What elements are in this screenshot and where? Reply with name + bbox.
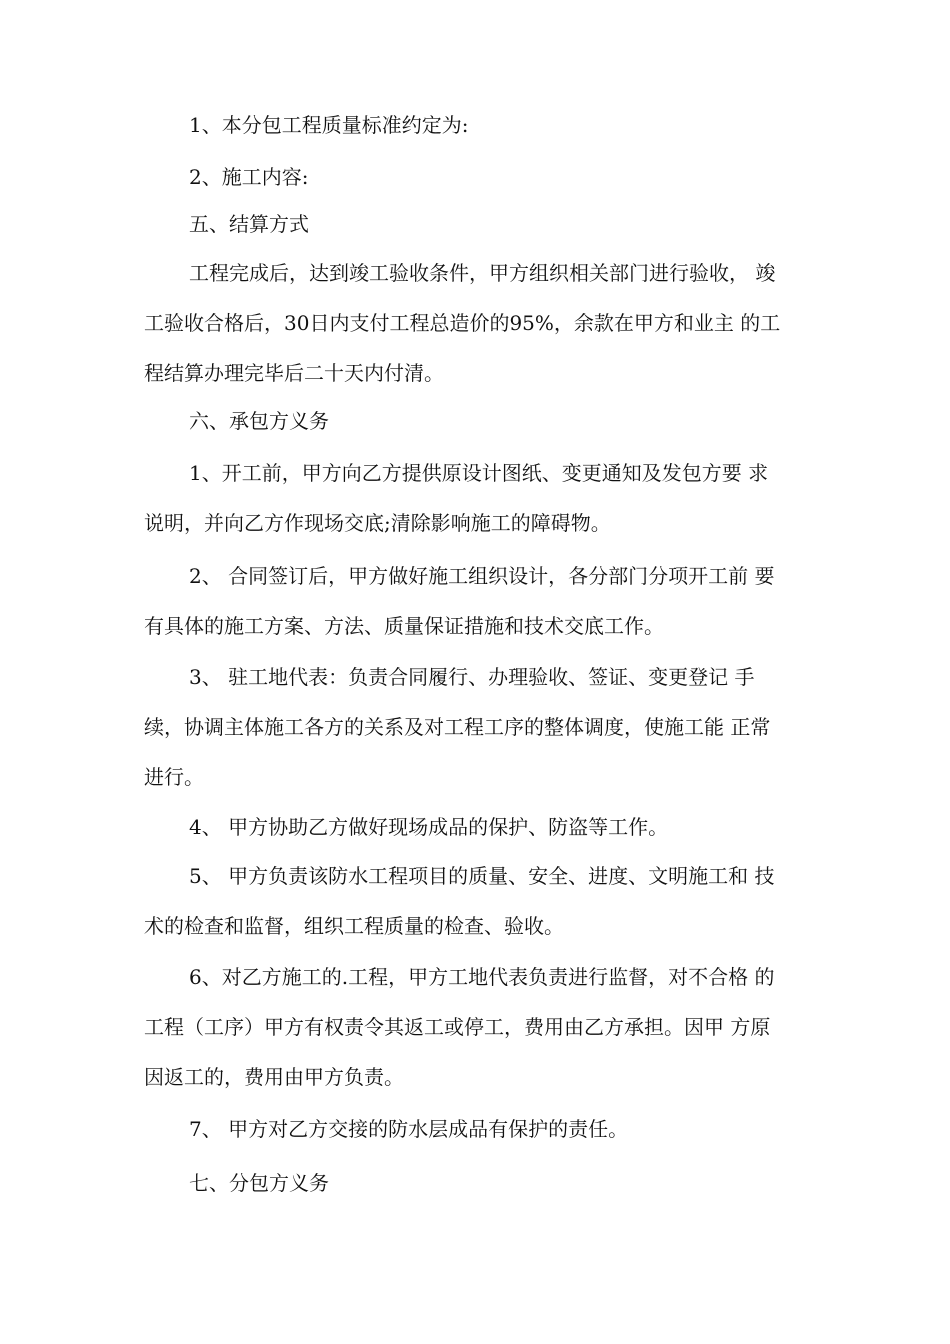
text-line: 1、本分包工程质量标准约定为: xyxy=(189,113,469,137)
text-line: 工程完成后，达到竣工验收条件，甲方组织相关部门进行验收， 竣 xyxy=(189,261,776,285)
text-line: 说明，并向乙方作现场交底;清除影响施工的障碍物。 xyxy=(144,511,611,535)
paragraph xyxy=(144,448,818,548)
text-line: 进行。 xyxy=(144,765,204,789)
text-line: 工程（工序）甲方有权责令其返工或停工，费用由乙方承担。因甲 方原 xyxy=(144,1015,771,1039)
text-line: 有具体的施工方案、方法、质量保证措施和技术交底工作。 xyxy=(144,614,664,638)
text-line: 3、 驻工地代表：负责合同履行、办理验收、签证、变更登记 手 xyxy=(189,665,755,689)
paragraph xyxy=(144,1104,818,1154)
text-line: 因返工的，费用由甲方负责。 xyxy=(144,1065,404,1089)
paragraph xyxy=(144,551,818,651)
paragraph xyxy=(144,652,818,802)
text-line: 1、开工前，甲方向乙方提供原设计图纸、变更通知及发包方要 求 xyxy=(189,461,769,485)
section-heading xyxy=(144,396,818,446)
text-line: 七、分包方义务 xyxy=(189,1171,329,1195)
section-heading xyxy=(144,199,818,249)
text-line: 工验收合格后，30日内支付工程总造价的95%，余款在甲方和业主 的工 xyxy=(144,311,781,335)
paragraph xyxy=(144,802,818,852)
paragraph xyxy=(144,100,818,150)
text-line: 2、 合同签订后，甲方做好施工组织设计，各分部门分项开工前 要 xyxy=(189,564,775,588)
text-line: 2、施工内容: xyxy=(189,165,309,189)
paragraph xyxy=(144,248,818,398)
paragraph xyxy=(144,152,818,202)
text-line: 7、 甲方对乙方交接的防水层成品有保护的责任。 xyxy=(189,1117,629,1141)
text-line: 五、结算方式 xyxy=(189,212,309,236)
text-line: 6、对乙方施工的.工程，甲方工地代表负责进行监督，对不合格 的 xyxy=(189,965,775,989)
text-line: 4、 甲方协助乙方做好现场成品的保护、防盗等工作。 xyxy=(189,815,669,839)
text-line: 5、 甲方负责该防水工程项目的质量、安全、进度、文明施工和 技 xyxy=(189,864,775,888)
text-line: 术的检查和监督，组织工程质量的检查、验收。 xyxy=(144,914,564,938)
section-heading xyxy=(144,1158,818,1208)
paragraph xyxy=(144,851,818,951)
text-line: 续，协调主体施工各方的关系及对工程工序的整体调度，使施工能 正常 xyxy=(144,715,771,739)
text-line: 六、承包方义务 xyxy=(189,409,329,433)
paragraph xyxy=(144,952,818,1102)
text-line: 程结算办理完毕后二十天内付清。 xyxy=(144,361,444,385)
